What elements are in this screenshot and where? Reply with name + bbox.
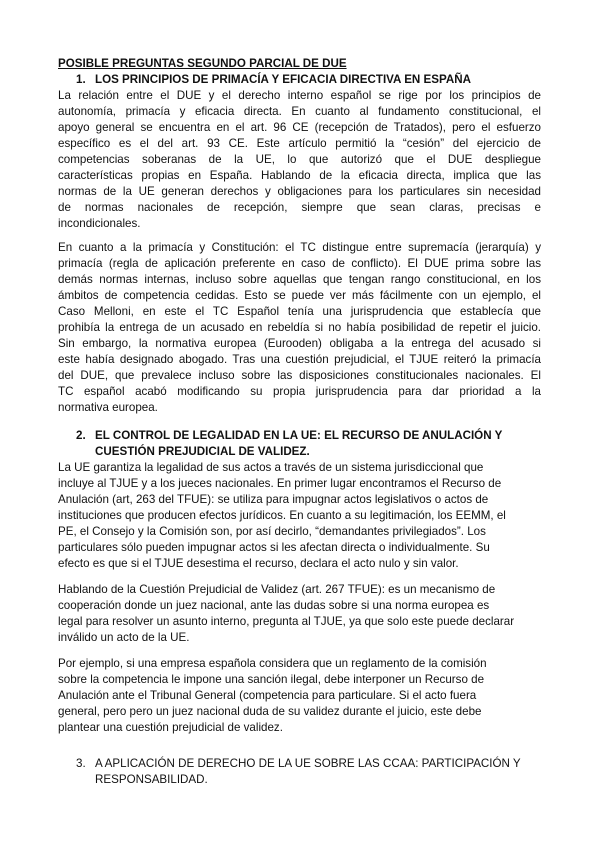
- text-line: demás normas internas, incluso sobre aquellas que tengan rango constitucional, en los: [58, 273, 541, 286]
- text-line: normativa europea.: [58, 401, 158, 414]
- text-line: general, pero pero un juez nacional duda de su validez durante el juicio, este debe: [58, 705, 482, 718]
- text-line: de normas nacionales de recepción, siempre que sean claras, precisas e: [58, 201, 541, 214]
- document-title: POSIBLE PREGUNTAS SEGUNDO PARCIAL DE DUE: [58, 57, 347, 70]
- text-line: apoyo general se encuentra en el art. 96 CE (recepción de Tratados), pero el esfuerzo: [58, 121, 541, 134]
- text-line: En cuanto a la primacía y Constitución: el TC distingue entre supremacía (jerarquía) y: [58, 241, 541, 254]
- text-line: La UE garantiza la legalidad de sus actos a través de un sistema jurisdiccional que: [58, 461, 484, 474]
- section-heading: LOS PRINCIPIOS DE PRIMACÍA Y EFICACIA DIRECTIVA EN ESPAÑA: [95, 73, 471, 86]
- text-line: específico es el del art. 93 CE. Este artículo permitió la “cesión” del ejercicio de: [58, 137, 541, 150]
- text-line: Sin embargo, la normativa europea (Eurooden) obligaba a la entrega del acusado si: [58, 337, 541, 350]
- text-line: cooperación donde un juez nacional, ante las dudas sobre si una norma europea es: [58, 599, 490, 612]
- text-line: Por ejemplo, si una empresa española considera que un reglamento de la comisión: [58, 657, 487, 670]
- section-number: 1.: [76, 73, 86, 86]
- text-line: prohibía la entrega de un acusado en rebeldía si no había posibilidad de repetir el juicio.: [58, 321, 541, 334]
- text-line: características propias en España. Hablando de la eficacia directa, implica que las: [58, 169, 541, 182]
- text-line: Hablando de la Cuestión Prejudicial de Validez (art. 267 TFUE): es un mecanismo de: [58, 583, 496, 596]
- section-heading: RESPONSABILIDAD.: [95, 773, 208, 786]
- text-line: inválido un acto de la UE.: [58, 631, 190, 644]
- text-line: normas de la UE generan derechos y obligaciones para los particulares sin necesidad: [58, 185, 541, 198]
- text-line: incondicionales.: [58, 217, 141, 230]
- text-line: Caso Melloni, en este el TC Español tenía una jurisprudencia que establecía que: [58, 305, 541, 318]
- text-line: incluye al TJUE y a los jueces nacionales. En primer lugar encontramos el Recurso de: [58, 477, 502, 490]
- section-heading: A APLICACIÓN DE DERECHO DE LA UE SOBRE LAS CCAA: PARTICIPACIÓN Y: [95, 757, 521, 770]
- text-line: TC español acabó modificando su propia jurisprudencia para dar prioridad a la: [58, 385, 541, 398]
- text-line: competencias soberanas de la UE, lo que autorizó que el DUE despliegue: [58, 153, 541, 166]
- text-line: ámbitos de competencia cedidas. Esto se puede ver más fácilmente con un ejemplo, el: [58, 289, 541, 302]
- text-line: este había designado abogado. Tras una cuestión prejudicial, el TJUE reiteró la primacía: [58, 353, 541, 366]
- text-line: plantear una cuestión prejudicial de validez.: [58, 721, 283, 734]
- text-line: efecto es que si el TJUE desestima el recurso, declara el acto nulo y sin valor.: [58, 557, 459, 570]
- text-line: Anulación ante el Tribunal General (competencia para particulare. Si el acto fuera: [58, 689, 477, 702]
- text-line: del DUE, que prevalece incluso sobre las disposiciones constitucionales nacionales. El: [58, 369, 541, 382]
- section-number: 2.: [76, 429, 86, 442]
- text-line: primacía (regla de aplicación preferente en caso de conflicto). El DUE prima sobre las: [58, 257, 541, 270]
- text-line: autonomía, primacía y eficacia directa. En cuanto al fundamento constitucional, el: [58, 105, 541, 118]
- text-line: La relación entre el DUE y el derecho interno español se rige por los principios de: [58, 89, 541, 102]
- text-line: legal para resolver un asunto interno, pregunta al TJUE, ya que solo este puede declarar: [58, 615, 515, 628]
- section-heading: CUESTIÓN PREJUDICIAL DE VALIDEZ.: [95, 445, 310, 458]
- text-line: sobre la competencia le impone una sanción ilegal, debe interponer un Recurso de: [58, 673, 485, 686]
- section-number: 3.: [76, 757, 86, 770]
- text-line: instituciones que producen efectos jurídicos. En cuanto a su legitimación, los EEMM, el: [58, 509, 506, 522]
- text-line: Anulación (art, 263 del TFUE): se utiliza para impugnar actos legislativos o actos de: [58, 493, 489, 506]
- text-line: PE, el Consejo y la Comisión son, por así decirlo, “demandantes privilegiados”. Los: [58, 525, 486, 538]
- text-line: particulares sólo pueden impugnar actos si les afectan directa o individualmente. Su: [58, 541, 490, 554]
- section-heading: EL CONTROL DE LEGALIDAD EN LA UE: EL RECURSO DE ANULACIÓN Y: [95, 429, 503, 442]
